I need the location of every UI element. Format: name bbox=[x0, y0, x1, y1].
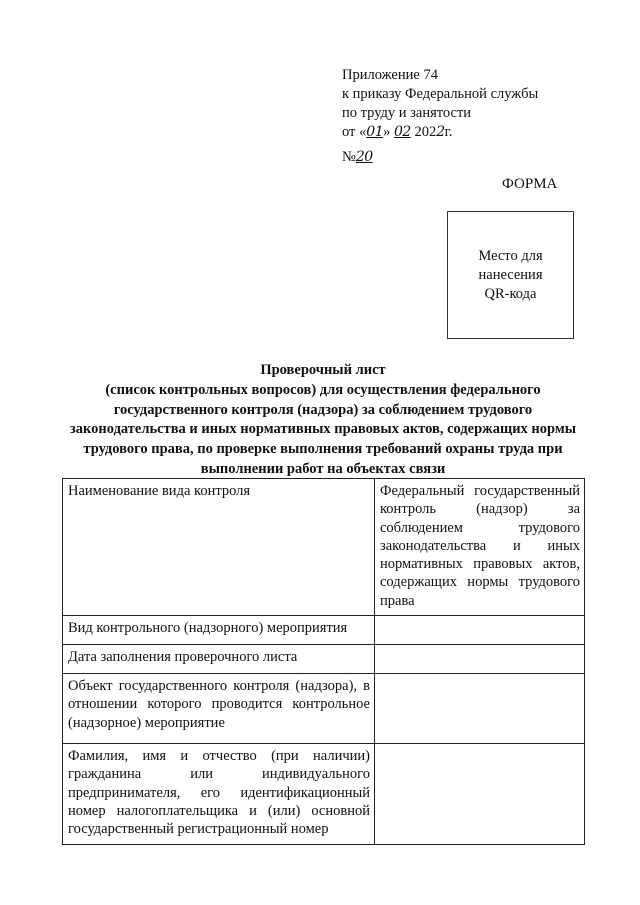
row-label-text: Объект государственного контроля (надзора), в отношении которого проводится контрольное (надзорное) мероприятие bbox=[68, 678, 370, 731]
row-value[interactable] bbox=[375, 616, 585, 645]
table-row bbox=[63, 479, 585, 616]
title-line-4: законодательства и иных нормативных правовых актов, содержащих нормы bbox=[69, 421, 577, 438]
number-prefix: № bbox=[342, 149, 356, 165]
document-title bbox=[60, 361, 586, 480]
title-line-3: государственного контроля (надзора) за соблюдением трудового bbox=[113, 401, 533, 418]
date-suffix: г. bbox=[444, 124, 453, 140]
appendix-date bbox=[342, 123, 538, 142]
row-label: Дата заполнения проверочного листа bbox=[63, 645, 375, 674]
appendix-line-2: к приказу Федеральной службы bbox=[342, 86, 539, 102]
appendix-line-3: по труду и занятости bbox=[342, 105, 472, 121]
title-line-6: выполнении работ на объектах связи bbox=[200, 460, 446, 477]
appendix-line-1: Приложение 74 bbox=[342, 67, 438, 83]
qr-line-2: нанесения bbox=[478, 266, 543, 283]
row-label: Вид контрольного (надзорного) мероприятия bbox=[63, 616, 375, 645]
number-value: 20 bbox=[355, 149, 373, 165]
row-label: Наименование вида контроля bbox=[63, 479, 375, 616]
row-value[interactable] bbox=[375, 674, 585, 744]
row-value bbox=[375, 479, 585, 616]
row-value[interactable] bbox=[375, 645, 585, 674]
title-line-2: (список контрольных вопросов) для осуществления федерального bbox=[105, 381, 541, 398]
table-row bbox=[63, 616, 585, 645]
table-row bbox=[63, 674, 585, 744]
row-label bbox=[63, 744, 375, 844]
qr-code-placeholder bbox=[447, 211, 574, 339]
table-row bbox=[63, 645, 585, 674]
row-label bbox=[63, 674, 375, 744]
table-row bbox=[63, 744, 585, 844]
row-label-text: Фамилия, имя и отчество (при наличии) гражданина или индивидуального предпринимателя, его идентификационный номер налогоплательщика и (или) основной государственный регистрационный номер bbox=[68, 748, 370, 838]
date-month: 02 bbox=[393, 124, 411, 140]
checklist-table bbox=[62, 478, 585, 845]
date-day: 01 bbox=[366, 124, 384, 140]
appendix-number bbox=[342, 148, 538, 167]
date-mid: » bbox=[383, 124, 391, 140]
qr-line-1: Место для bbox=[478, 247, 543, 264]
appendix-header bbox=[342, 66, 538, 167]
row-value-text: Федеральный государственный контроль (надзор) за соблюдением трудового законодательства и иных нормативных правовых актов, содержащих нормы трудового права bbox=[380, 483, 580, 609]
title-line-1: Проверочный лист bbox=[260, 362, 386, 378]
qr-line-3: QR-кода bbox=[484, 285, 537, 302]
forma-label: ФОРМА bbox=[502, 176, 558, 192]
row-value[interactable] bbox=[375, 744, 585, 844]
title-line-5: трудового права, по проверке выполнения требований охраны труда при bbox=[83, 441, 563, 458]
date-year-digit: 2 bbox=[436, 124, 445, 140]
date-year-prefix: 202 bbox=[414, 124, 437, 140]
date-prefix: от « bbox=[342, 124, 367, 140]
